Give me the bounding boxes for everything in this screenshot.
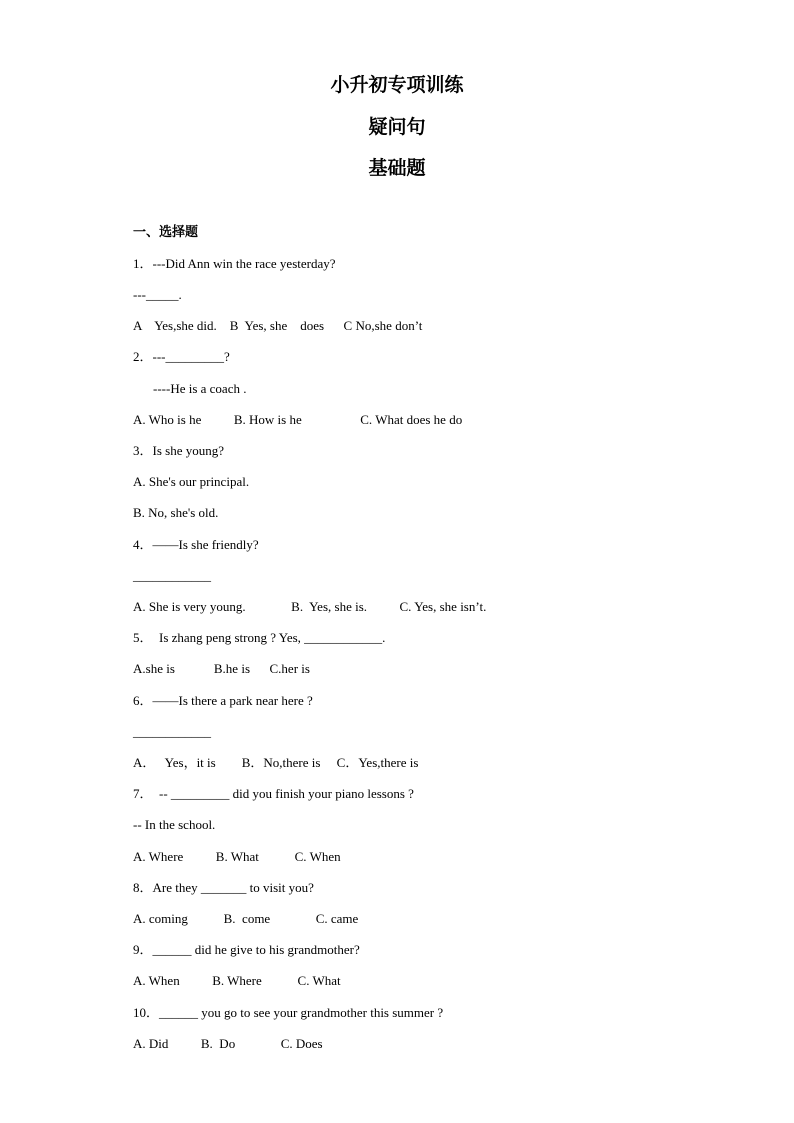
question-options: A. Did B. Do C. Does (133, 1036, 323, 1051)
question-prompt: 6．——Is there a park near here ? (133, 693, 313, 708)
question-options: A. She is very young. B. Yes, she is. C. Yes, she isn’t. (133, 599, 487, 614)
question-option-a: A. She's our principal. (133, 474, 250, 489)
question-prompt: 2．---_________? (133, 349, 230, 364)
question-prompt: 5． Is zhang peng strong ? Yes, ____________. (133, 630, 386, 645)
question-prompt: 3．Is she young? (133, 443, 224, 458)
document-title: 小升初专项训练 (330, 74, 464, 96)
question-options: A Yes,she did. B Yes, she does C No,she don’t (133, 318, 423, 333)
question-options: A. When B. Where C. What (133, 973, 341, 988)
answer-line: ----He is a coach . (153, 381, 247, 396)
question-prompt: 1．---Did Ann win the race yesterday? (133, 256, 336, 271)
difficulty-level: 基础题 (368, 157, 426, 179)
question-options: A. Where B. What C. When (133, 849, 341, 864)
question-prompt: 8．Are they _______ to visit you? (133, 880, 314, 895)
question-prompt: 9．______ did he give to his grandmother? (133, 942, 360, 957)
answer-line: ____________ (133, 568, 211, 583)
question-prompt: 10．______ you go to see your grandmother this summer ? (133, 1005, 444, 1020)
answer-line: ---_____. (133, 287, 182, 302)
question-prompt: 4．——Is she friendly? (133, 537, 259, 552)
question-options: A.she is B.he is C.her is (133, 661, 310, 676)
document-subtitle: 疑问句 (368, 116, 426, 138)
question-prompt: 7． -- _________ did you finish your piano lessons ? (133, 786, 414, 801)
answer-line: ____________ (133, 724, 211, 739)
answer-line: -- In the school. (133, 817, 216, 832)
question-options: A. coming B. come C. came (133, 911, 359, 926)
question-option-b: B. No, she's old. (133, 505, 219, 520)
question-options: A. Who is he B. How is he C. What does he do (133, 412, 463, 427)
question-options: A． Yes，it is B．No,there is C．Yes,there is (133, 755, 419, 770)
section-heading: 一、选择题 (133, 225, 199, 240)
